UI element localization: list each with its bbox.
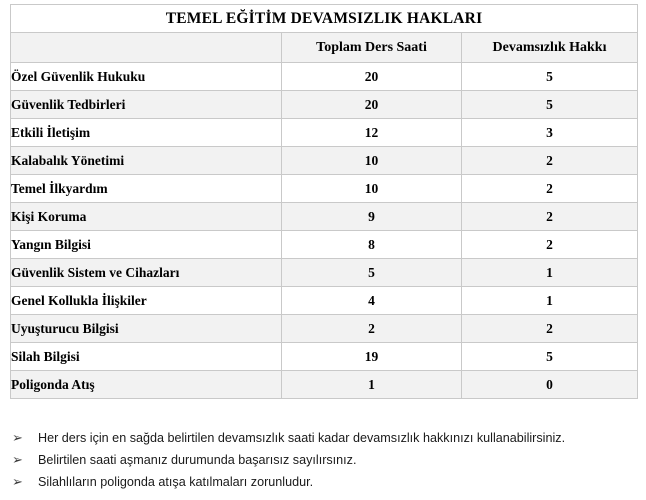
course-total-hours: 10 [282, 175, 462, 203]
course-total-hours: 20 [282, 63, 462, 91]
course-absence-right: 2 [462, 231, 638, 259]
course-absence-right: 2 [462, 147, 638, 175]
table-row [11, 259, 638, 287]
course-absence-right: 2 [462, 203, 638, 231]
course-total-hours: 8 [282, 231, 462, 259]
course-total-hours: 9 [282, 203, 462, 231]
course-total-hours: 4 [282, 287, 462, 315]
note-text: Silahlıların poligonda atışa katılmaları zorunludur. [38, 475, 314, 489]
course-absence-right: 5 [462, 343, 638, 371]
course-total-hours: 19 [282, 343, 462, 371]
arrow-bullet-icon: ➢ [12, 431, 23, 446]
table-row [11, 63, 638, 91]
attendance-table-container [10, 4, 637, 399]
course-absence-right: 1 [462, 287, 638, 315]
course-absence-right: 1 [462, 259, 638, 287]
course-name: Kişi Koruma [11, 203, 282, 231]
list-item [8, 452, 640, 469]
course-absence-right: 0 [462, 371, 638, 399]
column-header-name [11, 33, 282, 63]
column-header-absence-right: Devamsızlık Hakkı [462, 33, 638, 63]
table-row [11, 119, 638, 147]
table-row [11, 175, 638, 203]
column-header-total-hours: Toplam Ders Saati [282, 33, 462, 63]
course-name: Yangın Bilgisi [11, 231, 282, 259]
attendance-table [10, 4, 638, 399]
course-absence-right: 2 [462, 175, 638, 203]
note-text: Belirtilen saati aşmanız durumunda başarısız sayılırsınız. [38, 453, 357, 467]
course-name: Özel Güvenlik Hukuku [11, 63, 282, 91]
course-total-hours: 10 [282, 147, 462, 175]
table-row [11, 315, 638, 343]
course-absence-right: 2 [462, 315, 638, 343]
table-row [11, 91, 638, 119]
table-row [11, 231, 638, 259]
course-name: Etkili İletişim [11, 119, 282, 147]
table-title: TEMEL EĞİTİM DEVAMSIZLIK HAKLARI [11, 5, 638, 33]
table-row [11, 287, 638, 315]
table-title-row [11, 5, 638, 33]
course-name: Güvenlik Tedbirleri [11, 91, 282, 119]
course-absence-right: 5 [462, 63, 638, 91]
notes-list [8, 430, 640, 496]
list-item [8, 430, 640, 447]
table-header-row [11, 33, 638, 63]
arrow-bullet-icon: ➢ [12, 453, 23, 468]
table-body [11, 63, 638, 399]
course-total-hours: 12 [282, 119, 462, 147]
course-name: Güvenlik Sistem ve Cihazları [11, 259, 282, 287]
course-total-hours: 20 [282, 91, 462, 119]
course-name: Kalabalık Yönetimi [11, 147, 282, 175]
course-name: Uyuşturucu Bilgisi [11, 315, 282, 343]
note-text: Her ders için en sağda belirtilen devamsızlık saati kadar devamsızlık hakkınızı kullanabilirsiniz. [38, 431, 566, 445]
course-absence-right: 5 [462, 91, 638, 119]
course-absence-right: 3 [462, 119, 638, 147]
table-row [11, 343, 638, 371]
course-name: Silah Bilgisi [11, 343, 282, 371]
course-name: Genel Kollukla İlişkiler [11, 287, 282, 315]
table-head [11, 5, 638, 63]
table-row [11, 203, 638, 231]
table-row [11, 371, 638, 399]
course-total-hours: 2 [282, 315, 462, 343]
arrow-bullet-icon: ➢ [12, 475, 23, 490]
course-name: Temel İlkyardım [11, 175, 282, 203]
course-total-hours: 5 [282, 259, 462, 287]
table-row [11, 147, 638, 175]
course-total-hours: 1 [282, 371, 462, 399]
list-item [8, 474, 640, 491]
course-name: Poligonda Atış [11, 371, 282, 399]
